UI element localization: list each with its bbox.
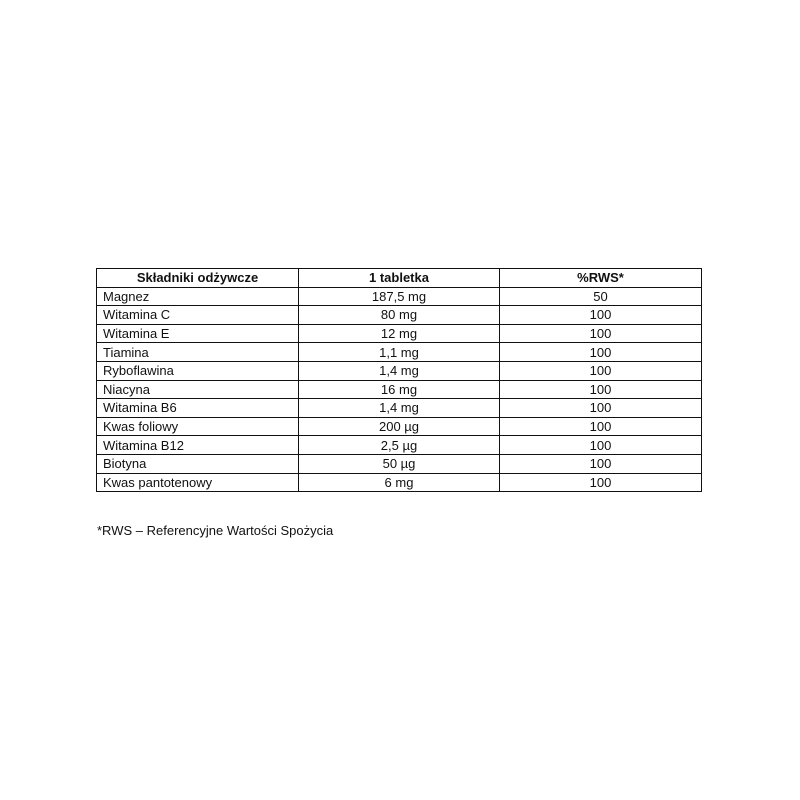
table-row xyxy=(97,361,702,380)
table-header-row xyxy=(97,269,702,288)
rws-percent-cell: 100 xyxy=(500,454,702,473)
table-row xyxy=(97,417,702,436)
amount-cell: 1,4 mg xyxy=(299,399,500,418)
header-nutrient: Składniki odżywcze xyxy=(97,269,299,288)
rws-percent-cell: 100 xyxy=(500,324,702,343)
header-amount: 1 tabletka xyxy=(299,269,500,288)
amount-cell: 2,5 µg xyxy=(299,436,500,455)
amount-cell: 1,4 mg xyxy=(299,361,500,380)
rws-percent-cell: 100 xyxy=(500,343,702,362)
nutrient-name-cell: Kwas pantotenowy xyxy=(97,473,299,492)
rws-percent-cell: 50 xyxy=(500,287,702,306)
nutrient-name-cell: Witamina C xyxy=(97,306,299,325)
table-row xyxy=(97,454,702,473)
nutrition-table xyxy=(96,268,702,492)
rws-percent-cell: 100 xyxy=(500,417,702,436)
nutrient-name-cell: Witamina B12 xyxy=(97,436,299,455)
amount-cell: 16 mg xyxy=(299,380,500,399)
nutrient-name-cell: Ryboflawina xyxy=(97,361,299,380)
rws-percent-cell: 100 xyxy=(500,306,702,325)
rws-percent-cell: 100 xyxy=(500,380,702,399)
table-row xyxy=(97,473,702,492)
nutrient-name-cell: Witamina E xyxy=(97,324,299,343)
nutrient-name-cell: Kwas foliowy xyxy=(97,417,299,436)
rws-footnote: *RWS – Referencyjne Wartości Spożycia xyxy=(97,523,334,538)
table-row xyxy=(97,380,702,399)
amount-cell: 187,5 mg xyxy=(299,287,500,306)
rws-percent-cell: 100 xyxy=(500,436,702,455)
nutrient-name-cell: Biotyna xyxy=(97,454,299,473)
amount-cell: 50 µg xyxy=(299,454,500,473)
amount-cell: 1,1 mg xyxy=(299,343,500,362)
table-row xyxy=(97,399,702,418)
table-row xyxy=(97,343,702,362)
rws-percent-cell: 100 xyxy=(500,361,702,380)
nutrient-name-cell: Witamina B6 xyxy=(97,399,299,418)
table-row xyxy=(97,324,702,343)
header-rws: %RWS* xyxy=(500,269,702,288)
table-row xyxy=(97,287,702,306)
rws-percent-cell: 100 xyxy=(500,399,702,418)
amount-cell: 12 mg xyxy=(299,324,500,343)
amount-cell: 80 mg xyxy=(299,306,500,325)
nutrient-name-cell: Tiamina xyxy=(97,343,299,362)
nutrient-name-cell: Niacyna xyxy=(97,380,299,399)
table-row xyxy=(97,436,702,455)
amount-cell: 200 µg xyxy=(299,417,500,436)
table-row xyxy=(97,306,702,325)
rws-percent-cell: 100 xyxy=(500,473,702,492)
nutrient-name-cell: Magnez xyxy=(97,287,299,306)
amount-cell: 6 mg xyxy=(299,473,500,492)
